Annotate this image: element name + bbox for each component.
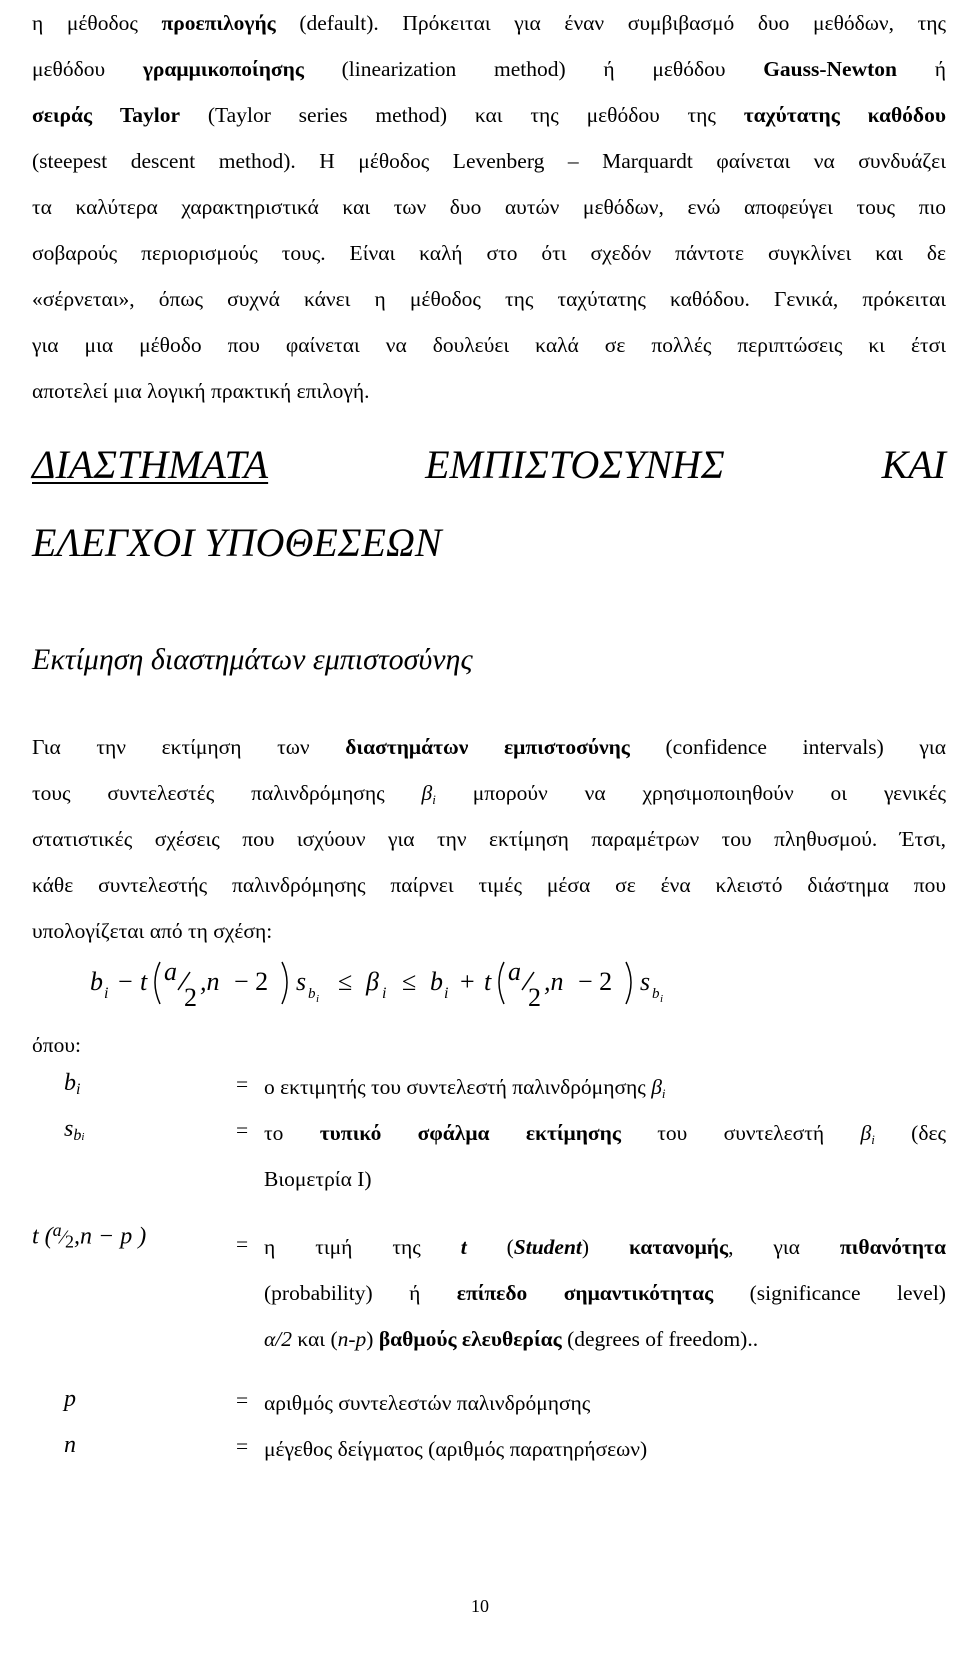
- formula-b1: b: [90, 967, 103, 996]
- text-run: τυπικό σφάλμα εκτίμησης: [319, 1121, 621, 1145]
- definition-line: μέγεθος δείγματος (αριθμός παρατηρήσεων): [264, 1437, 648, 1461]
- text-run: επίπεδο σημαντικότητας: [456, 1281, 714, 1305]
- text-run: Gauss-Newton: [763, 57, 897, 81]
- formula-plus: +: [460, 967, 475, 996]
- definition-line: α/2 και (n-p) βαθμούς ελευθερίας (degrees of freedom)..: [264, 1327, 759, 1351]
- formula-s2: s: [640, 967, 651, 996]
- text-run: διαστημάτων εμπιστοσύνης: [345, 735, 630, 759]
- paragraph-line: στατιστικές σχέσεις που ισχύουν για την εκτίμηση παραμέτρων του πληθυσμού. Έτσι,: [32, 827, 946, 851]
- paragraph-line: σειράς Taylor (Taylor series method) και της μεθόδου της ταχύτατης καθόδου: [32, 103, 946, 127]
- formula-s1: s: [296, 967, 307, 996]
- formula-paren-l2: [499, 962, 504, 1004]
- paragraph-line: σοβαρούς περιορισμούς τους. Είναι καλή στο ότι σχεδόν πάντοτε συγκλίνει και δε: [32, 241, 946, 265]
- text-run: κατανομής: [629, 1235, 729, 1259]
- formula-beta-sub: i: [382, 985, 387, 1002]
- formula-i2: i: [444, 985, 449, 1002]
- formula-paren-r2: [626, 962, 631, 1004]
- text-run: α/2: [264, 1327, 293, 1351]
- text-run: βαθμούς ελευθερίας: [378, 1327, 562, 1351]
- section-heading: [32, 440, 946, 568]
- definition-symbol: $b_i$: [64, 1070, 81, 1098]
- definition-symbol: p: [64, 1386, 76, 1412]
- formula-a1: a: [164, 957, 177, 986]
- formula-le2: ≤: [402, 967, 417, 996]
- formula-nm1: − 2: [234, 967, 269, 996]
- formula-t2: t: [484, 967, 492, 996]
- formula-n2: ,n: [544, 967, 564, 996]
- definition-symbol: n: [64, 1432, 76, 1458]
- text-run: γραμμικοποίησης: [142, 57, 304, 81]
- formula-s1-sub: b: [308, 986, 316, 1002]
- paragraph-line: αποτελεί μια λογική πρακτική επιλογή.: [32, 379, 370, 403]
- text-run: i: [661, 1086, 666, 1101]
- formula-beta: β: [366, 967, 379, 996]
- text-run: Student: [513, 1235, 582, 1259]
- definition-equals: =: [236, 1434, 249, 1458]
- formula-n1: ,n: [200, 967, 220, 996]
- formula-t1: t: [140, 967, 148, 996]
- definition-line: ο εκτιμητής του συντελεστή παλινδρόμησης $\beta_i$: [264, 1075, 666, 1101]
- definition-line: το τυπικό σφάλμα εκτίμησης του συντελεστή $\beta_i$ (δες: [264, 1121, 946, 1147]
- formula-a2: a: [508, 957, 521, 986]
- definition-text: [264, 1426, 946, 1472]
- definition-line: η τιμή της t (Student) κατανομής, για πιθανότητα: [264, 1235, 946, 1259]
- paragraph-line: τα καλύτερα χαρακτηριστικά και των δυο αυτών μεθόδων, ενώ αποφεύγει τους πιο: [32, 195, 946, 219]
- formula-s1-subsub: i: [316, 993, 320, 1005]
- where-label: όπου:: [32, 1033, 81, 1057]
- formula-le1: ≤: [338, 967, 353, 996]
- heading-line-2: ΕΛΕΓΧΟΙ ΥΠΟΘΕΣΕΩΝ: [32, 520, 442, 565]
- definition-symbol: $s_{bi}$: [64, 1116, 85, 1144]
- paragraph-line: κάθε συντελεστής παλινδρόμησης παίρνει τιμές μέσα σε ένα κλειστό διάστημα που: [32, 873, 946, 897]
- text-run: ταχύτατης καθόδου: [743, 103, 946, 127]
- definition-line: Βιομετρία Ι): [264, 1167, 372, 1191]
- paragraph-line: «σέρνεται», όπως συχνά κάνει η μέθοδος της ταχύτατης καθόδου. Γενικά, πρόκειται: [32, 287, 946, 311]
- formula-minus: −: [118, 967, 133, 996]
- page-number: 10: [471, 1596, 489, 1616]
- definition-equals: =: [236, 1118, 249, 1142]
- heading-word-1: ΔΙΑΣΤΗΜΑΤΑ: [32, 442, 269, 487]
- text-run: t: [460, 1235, 467, 1259]
- definition-equals: =: [236, 1388, 249, 1412]
- text-run: i: [871, 1132, 875, 1147]
- formula-s2-sub: b: [652, 986, 660, 1002]
- formula-s2-subsub: i: [660, 993, 664, 1005]
- paragraph-line: μεθόδου γραμμικοποίησης (linearization method) ή μεθόδου Gauss-Newton ή: [32, 57, 946, 81]
- paragraph-line: υπολογίζεται από τη σχέση:: [32, 919, 273, 943]
- formula-b2: b: [430, 967, 443, 996]
- formula-two1: 2: [184, 983, 197, 1012]
- definition-line: (probability) ή επίπεδο σημαντικότητας (significance level): [264, 1281, 946, 1305]
- definition-text: [264, 1380, 946, 1426]
- text-run: n-p: [337, 1327, 367, 1351]
- intro-paragraph: [32, 724, 946, 954]
- text-run: πιθανότητα: [839, 1235, 946, 1259]
- text-run: σειράς Taylor: [32, 103, 181, 127]
- top-paragraph: [32, 0, 946, 414]
- paragraph-line: Για την εκτίμηση των διαστημάτων εμπιστοσύνης (confidence intervals) για: [32, 735, 946, 759]
- confidence-interval-formula: [60, 946, 910, 1026]
- definition-text: [264, 1110, 946, 1202]
- definition-line: αριθμός συντελεστών παλινδρόμησης: [264, 1391, 591, 1415]
- heading-word-2: ΕΜΠΙΣΤΟΣΥΝΗΣ: [425, 442, 725, 487]
- text-run: β: [860, 1121, 872, 1145]
- paragraph-line: τους συντελεστές παλινδρόμησης $\beta_i$ μπορούν να χρησιμοποιηθούν οι γενικές: [32, 781, 946, 807]
- definition-equals: =: [236, 1072, 249, 1096]
- text-run: i: [432, 792, 436, 807]
- formula-paren-r1: [282, 962, 287, 1004]
- definition-symbol: t ($^a⁄_2,n - p$ ): [32, 1220, 147, 1252]
- paragraph-line: (steepest descent method). Η μέθοδος Levenberg – Marquardt φαίνεται να συνδυάζει: [32, 149, 946, 173]
- formula-nm2: − 2: [578, 967, 613, 996]
- text-run: β: [651, 1075, 662, 1099]
- formula-i1: i: [104, 985, 109, 1002]
- definition-text: [264, 1064, 946, 1110]
- paragraph-line: η μέθοδος προεπιλογής (default). Πρόκειται για έναν συμβιβασμό δυο μεθόδων, της: [32, 11, 946, 35]
- formula-paren-l1: [155, 962, 160, 1004]
- definition-equals: =: [236, 1232, 249, 1256]
- formula-two2: 2: [528, 983, 541, 1012]
- definition-text: [264, 1224, 946, 1362]
- paragraph-line: για μια μέθοδο που φαίνεται να δουλεύει καλά σε πολλές περιπτώσεις κι έτσι: [32, 333, 946, 357]
- heading-word-3: ΚΑΙ: [881, 442, 946, 487]
- text-run: προεπιλογής: [161, 11, 276, 35]
- text-run: β: [421, 781, 433, 805]
- subsection-heading: Εκτίμηση διαστημάτων εμπιστοσύνης: [32, 643, 473, 676]
